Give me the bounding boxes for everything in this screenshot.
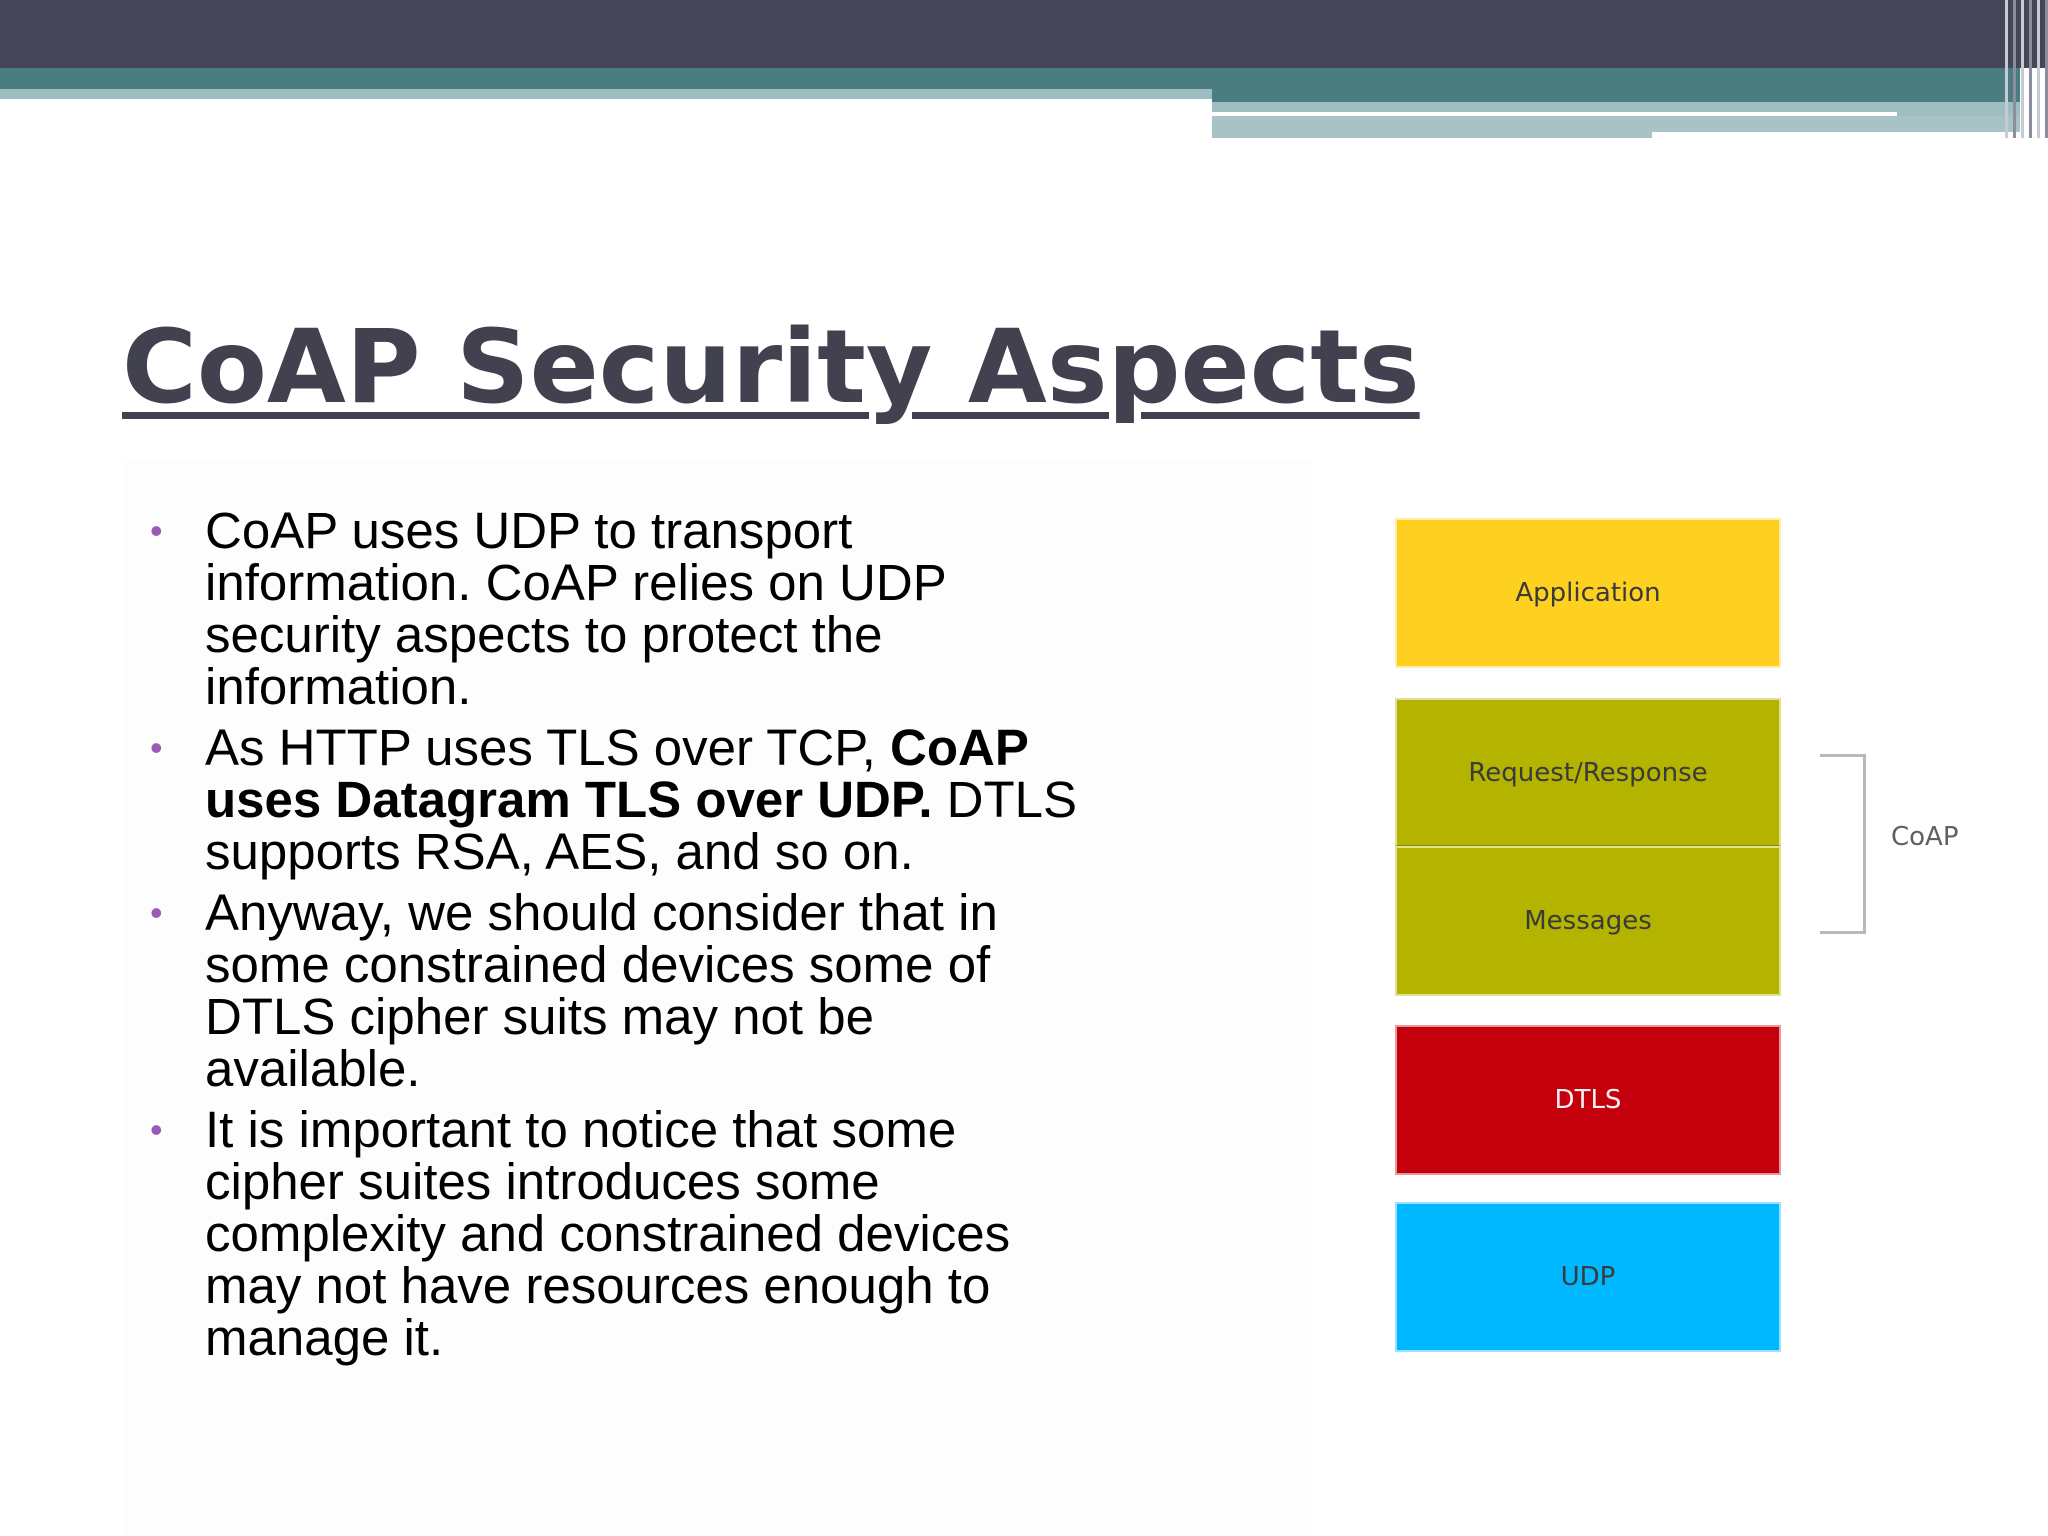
header-band-light-right-lower bbox=[1212, 116, 1652, 138]
slide-title: CoAP Security Aspects bbox=[122, 308, 1420, 427]
bullet-text-bold: CoAP uses Datagram TLS over UDP. bbox=[205, 719, 1028, 828]
bullet-list bbox=[148, 502, 1088, 1373]
bullet-text: CoAP uses UDP to transport information. CoAP relies on UDP security aspects to protect the information. bbox=[205, 502, 946, 715]
header-edge-stripes bbox=[1990, 0, 2048, 138]
layer-dtls: DTLS bbox=[1395, 1025, 1781, 1175]
header-band-teal-right bbox=[1212, 68, 2020, 102]
layer-messages: Messages bbox=[1395, 846, 1781, 996]
bullet-dot-icon: • bbox=[150, 727, 163, 768]
layer-udp: UDP bbox=[1395, 1202, 1781, 1352]
bullet-item bbox=[148, 719, 1088, 880]
bullet-text: Anyway, we should consider that in some constrained devices some of DTLS cipher suits may not be available. bbox=[205, 884, 998, 1097]
header-band-teal-left bbox=[0, 68, 1212, 89]
layer-request-response: Request/Response bbox=[1395, 698, 1781, 846]
bullet-item bbox=[148, 1101, 1088, 1366]
bullet-text: It is important to notice that some cipher suites introduces some complexity and constrained devices may not have resources enough to manage it. bbox=[205, 1101, 1011, 1366]
coap-bracket bbox=[1820, 754, 1866, 934]
bullet-dot-icon: • bbox=[150, 892, 163, 933]
header-band-dark bbox=[0, 0, 2048, 68]
bullet-text: DTLS supports RSA, AES, and so on. bbox=[205, 771, 1078, 880]
bullet-text: As HTTP uses TLS over TCP, bbox=[205, 719, 890, 776]
coap-bracket-label: CoAP bbox=[1891, 822, 1959, 852]
bullet-item bbox=[148, 884, 1088, 1097]
bullet-dot-icon: • bbox=[150, 510, 163, 551]
bullet-dot-icon: • bbox=[150, 1109, 163, 1150]
header-band-light-left bbox=[0, 89, 1212, 99]
protocol-stack-diagram bbox=[1395, 518, 1995, 1358]
layer-application: Application bbox=[1395, 518, 1781, 668]
header-band-light-right-end bbox=[1652, 116, 2020, 132]
bullet-item bbox=[148, 502, 1088, 715]
